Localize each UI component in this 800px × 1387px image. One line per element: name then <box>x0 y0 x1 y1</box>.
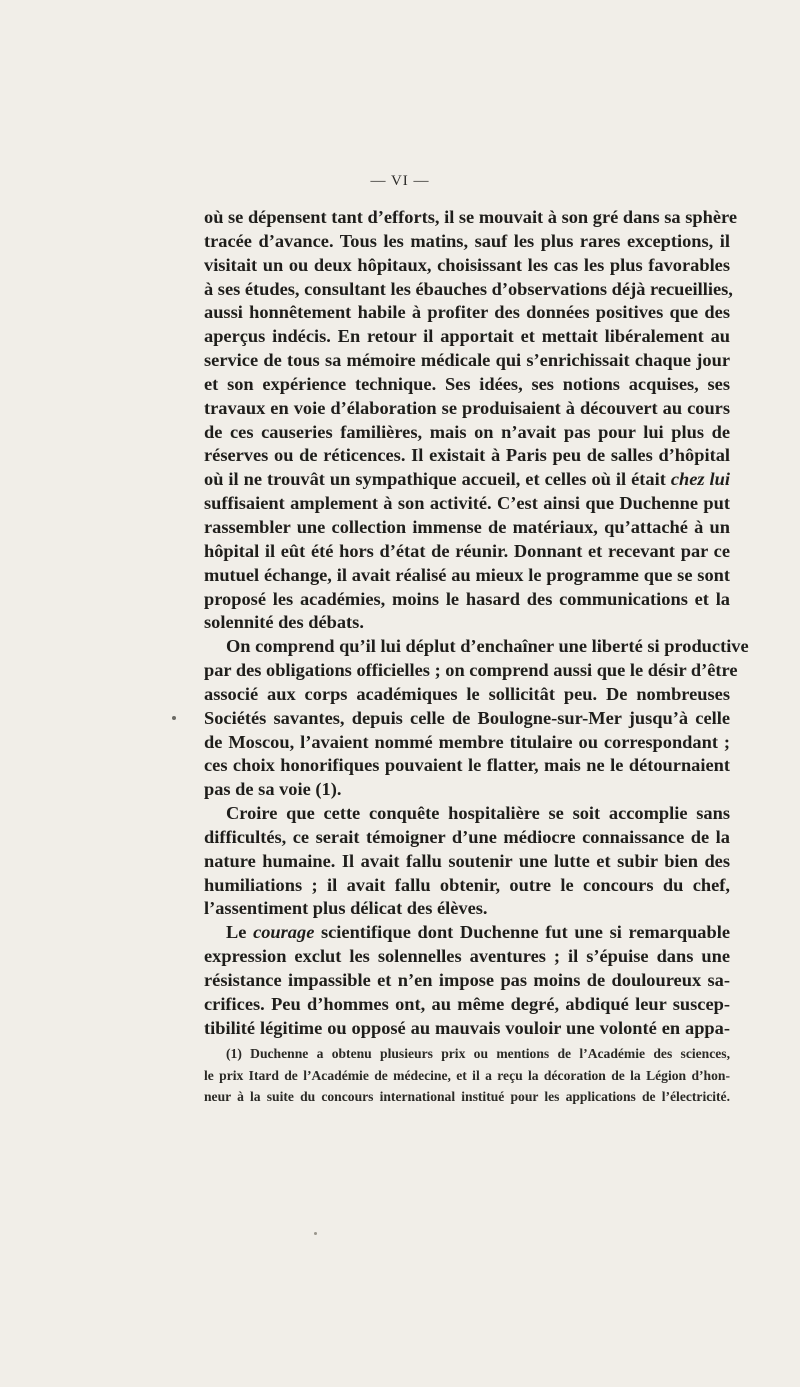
text-line: expression exclut les solennelles aventures ; il s’épuise dans une <box>204 946 730 967</box>
italic-word: courage <box>253 922 315 943</box>
text-line: associé aux corps académiques le sollicitât peu. De nombreuses <box>204 683 730 704</box>
text-line: solennité des débats. <box>204 612 364 633</box>
text-line: difficultés, ce serait témoigner d’une médiocre connaissance de la <box>204 826 730 847</box>
text-line: par des obligations officielles ; on comprend aussi que le désir d’être <box>204 660 738 681</box>
text-line: réserves ou de réticences. Il existait à Paris peu de salles d’hôpital <box>204 445 730 466</box>
text-line: rassembler une collection immense de matériaux, qu’attaché à un <box>204 516 730 537</box>
footnote <box>204 1043 730 1108</box>
text-line-with-italic <box>204 921 730 945</box>
text-line: visitait un ou deux hôpitaux, choisissant les cas les plus favorables <box>204 254 730 275</box>
text-line-with-italic <box>204 468 730 492</box>
text-line: Sociétés savantes, depuis celle de Boulogne-sur-Mer jusqu’à celle <box>204 707 730 728</box>
text-line: aussi honnêtement habile à profiter des données positives que des <box>204 302 730 323</box>
text-line: ces choix honorifiques pouvaient le flatter, mais ne le détournaient <box>204 755 730 776</box>
text-line: où se dépensent tant d’efforts, il se mouvait à son gré dans sa sphère <box>204 207 737 227</box>
text-line: tracée d’avance. Tous les matins, sauf les plus rares exceptions, il <box>204 230 730 251</box>
text-line: crifices. Peu d’hommes ont, au même degré, abdiqué leur suscep- <box>204 993 730 1014</box>
text-line: et son expérience technique. Ses idées, ses notions acquises, ses <box>204 373 730 394</box>
text-line: aperçus indécis. En retour il apportait et mettait libéralement au <box>204 326 730 347</box>
text-line: suffisaient amplement à son activité. C’est ainsi que Duchenne put <box>204 493 730 514</box>
italic-phrase: chez lui <box>670 469 730 490</box>
text-line: de Moscou, l’avaient nommé membre titulaire ou correspondant ; <box>204 731 730 752</box>
text-fragment: où il ne trouvât un sympathique accueil, et celles où il était <box>204 469 671 490</box>
text-fragment: scientifique dont Duchenne fut une si remarquable <box>314 922 730 943</box>
text-line: tibilité légitime ou opposé au mauvais vouloir une volonté en appa- <box>204 1017 730 1038</box>
text-line: mutuel échange, il avait réalisé au mieux le programme que se sont <box>204 564 730 585</box>
text-line: travaux en voie d’élaboration se produisaient à découvert au cours <box>204 397 730 418</box>
text-line: proposé les académies, moins le hasard des communications et la <box>204 588 730 609</box>
text-line: service de tous sa mémoire médicale qui s’enrichissait chaque jour <box>204 350 730 371</box>
text-line: pas de sa voie (1). <box>204 779 342 800</box>
text-line: à ses études, consultant les ébauches d’observations déjà recueillies, <box>204 278 733 299</box>
footnote-line: neur à la suite du concours international institué pour les applications de l’électricité. <box>204 1089 730 1104</box>
text-line: résistance impassible et n’en impose pas moins de douloureux sa- <box>204 970 730 990</box>
page-number-header: — VI — <box>370 173 430 189</box>
footnote-line: (1) Duchenne a obtenu plusieurs prix ou mentions de l’Académie des sciences, <box>226 1046 730 1061</box>
text-fragment: Le <box>226 922 254 943</box>
text-line: nature humaine. Il avait fallu soutenir une lutte et subir bien des <box>204 850 730 871</box>
main-text <box>204 206 749 1041</box>
text-line: Croire que cette conquête hospitalière se soit accomplie sans <box>226 803 730 824</box>
text-line: l’assentiment plus délicat des élèves. <box>204 898 488 919</box>
text-line: hôpital il eût été hors d’état de réunir. Donnant et recevant par ce <box>204 540 730 561</box>
text-line: humiliations ; il avait fallu obtenir, outre le concours du chef, <box>204 874 730 895</box>
text-line: On comprend qu’il lui déplut d’enchaîner une liberté si productive <box>226 636 749 657</box>
ink-speck <box>314 1232 317 1235</box>
ink-speck <box>172 716 176 720</box>
footnote-line: le prix Itard de l’Académie de médecine, et il a reçu la décoration de la Légion d’hon- <box>204 1067 730 1083</box>
text-line: de ces causeries familières, mais on n’avait pas pour lui plus de <box>204 421 730 442</box>
